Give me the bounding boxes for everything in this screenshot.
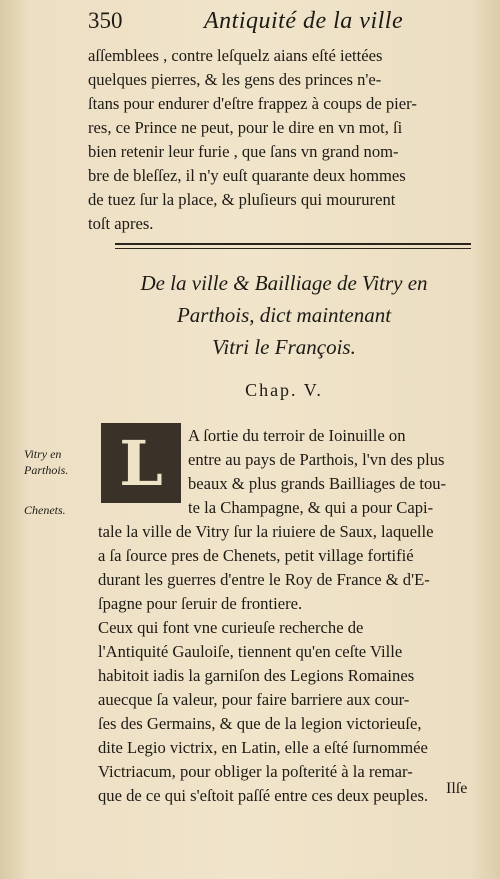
text-line: toſt apres. xyxy=(88,214,154,233)
title-line: Vitri le François. xyxy=(212,335,356,359)
text-line: bien retenir leur furie , que ſans vn grand nom- xyxy=(88,142,399,161)
text-line: habitoit iadis la garniſon des Legions Romaines xyxy=(98,666,415,685)
text-line: bre de bleſſez, il n'y euſt quarante deux hommes xyxy=(88,166,406,185)
text-line: A ſortie du terroir de Ioinuille on xyxy=(188,426,406,445)
text-line: te la Champagne, & qui a pour Capi- xyxy=(188,498,434,517)
text-line: ſtans pour endurer d'eſtre frappez à coups de pier- xyxy=(88,94,417,113)
top-paragraph xyxy=(88,44,480,236)
text-line: tale la ville de Vitry ſur la riuiere de Saux, laquelle xyxy=(98,522,434,541)
text-line: entre au pays de Parthois, l'vn des plus xyxy=(188,450,445,469)
catchword: Ilſe xyxy=(446,780,468,797)
decorated-initial: L xyxy=(101,423,181,503)
text-line: de tuez ſur la place, & pluſieurs qui moururent xyxy=(88,190,396,209)
text-line: Ceux qui font vne curieuſe recherche de xyxy=(98,618,364,637)
initial-side-text xyxy=(188,424,480,520)
section-title xyxy=(88,267,480,363)
text-line: a ſa ſource pres de Chenets, petit village fortifié xyxy=(98,546,414,565)
text-line: l'Antiquité Gauloiſe, tiennent qu'en ceſte Ville xyxy=(98,642,403,661)
text-line: Victriacum, pour obliger la poſterité à la remar- xyxy=(98,762,413,781)
text-line: que de ce qui s'eſtoit paſſé entre ces deux peuples. xyxy=(98,786,429,805)
title-line: Parthois, dict maintenant xyxy=(176,303,392,327)
chapter-heading: Chap. V. xyxy=(245,380,323,400)
page-number: 350 xyxy=(88,8,123,33)
text-line: ſes des Germains, & que de la legion victorieuſe, xyxy=(98,714,422,733)
text-line: beaux & plus grands Bailliages de tou- xyxy=(188,474,447,493)
text-line: quelques pierres, & les gens des princes n'e- xyxy=(88,70,382,89)
text-line: durant les guerres d'entre le Roy de France & d'E- xyxy=(98,570,430,589)
page-header xyxy=(88,8,478,42)
text-line: auecque ſa valeur, pour faire barriere aux cour- xyxy=(98,690,410,709)
margin-note-vitry: Vitry en Parthois. xyxy=(24,447,69,477)
text-line: dite Legio victrix, en Latin, elle a eſté ſurnommée xyxy=(98,738,428,757)
text-line: ſpagne pour ſeruir de frontiere. xyxy=(98,594,303,613)
margin-note-chenets: Chenets. xyxy=(24,503,66,517)
text-line: aſſemblees , contre leſquelz aians eſté iettées xyxy=(88,46,383,65)
text-line: res, ce Prince ne peut, pour le dire en vn mot, ſi xyxy=(88,118,403,137)
main-paragraph xyxy=(98,520,480,808)
running-title: Antiquité de la ville xyxy=(204,8,404,34)
section-divider xyxy=(115,243,471,249)
title-line: De la ville & Bailliage de Vitry en xyxy=(140,271,428,295)
